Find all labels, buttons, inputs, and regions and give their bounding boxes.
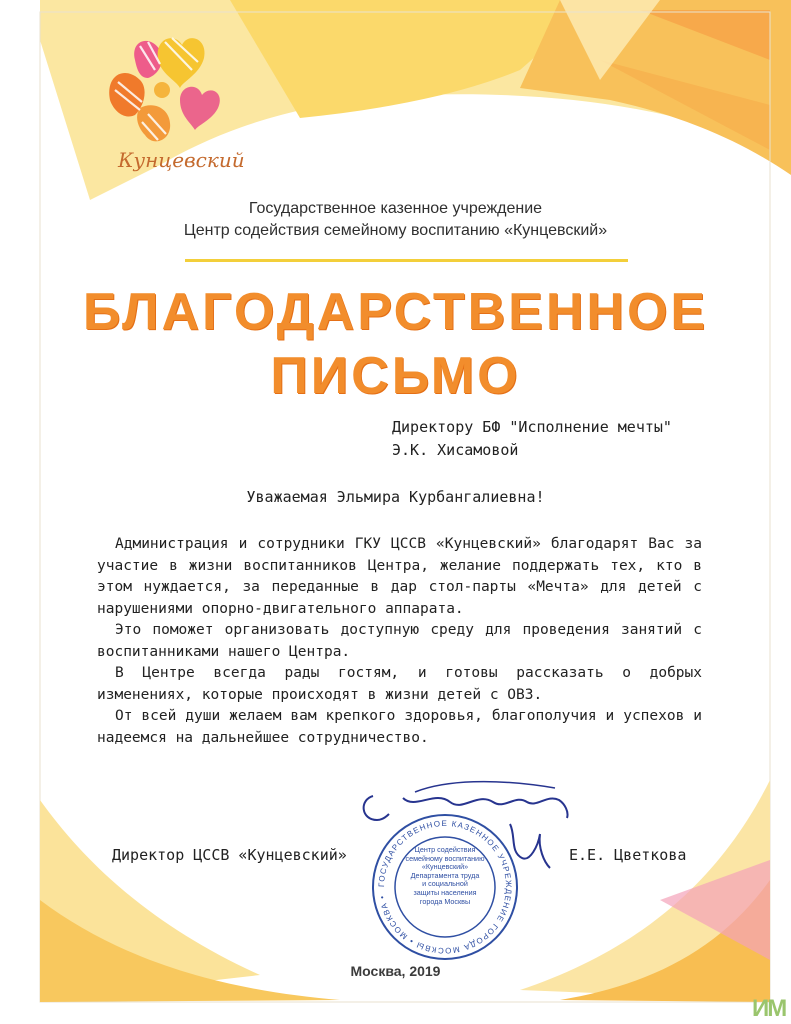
- letter-title-line2: ПИСЬМО: [270, 347, 521, 405]
- organization-type: Государственное казенное учреждение: [248, 200, 543, 217]
- seal-line: семейному воспитанию: [405, 853, 485, 863]
- seal-line: защиты населения: [413, 887, 477, 897]
- seal-ring-text: ГОСУДАРСТВЕННОЕ КАЗЕННОЕ УЧРЕЖДЕНИЕ ГОРОДА МОСКВЫ • МОСКВА •: [376, 818, 514, 956]
- official-seal: [370, 812, 520, 962]
- logo-wordmark: Кунцевский: [118, 148, 245, 172]
- body-paragraph-3: В Центре всегда рады гостям, и готовы рассказать о добрых изменениях, которые происходят в жизни детей с ОВЗ.: [97, 665, 702, 703]
- flower-logo-icon: [100, 30, 230, 150]
- body-paragraph-4: От всей души желаем вам крепкого здоровья, благополучия и успехов и надеемся на дальнейшее сотрудничество.: [97, 708, 702, 746]
- body-paragraph-2: Это поможет организовать доступную среду для проведения занятий с воспитанниками нашего Центра.: [97, 622, 702, 660]
- header-divider: [185, 259, 628, 262]
- seal-line: Департамента труда: [410, 870, 480, 880]
- seal-center-text: [400, 846, 490, 906]
- seal-line: города Москвы: [419, 896, 471, 906]
- organization-name: Центр содействия семейному воспитанию «Кунцевский»: [183, 222, 608, 239]
- recipient-name: Э.К. Хисамовой: [392, 441, 519, 459]
- signatory-position: Директор ЦССВ «Кунцевский»: [112, 846, 347, 864]
- letter-body: [97, 534, 702, 749]
- site-watermark: ИМ: [752, 995, 786, 1022]
- seal-line: «Кунцевский»: [421, 862, 469, 872]
- seal-line: и социальной: [422, 879, 468, 889]
- seal-line: Центр содействия: [414, 845, 476, 854]
- signatory-name: Е.Е. Цветкова: [569, 846, 687, 864]
- kuntsevsky-logo: [100, 30, 245, 190]
- letter-title-line1: БЛАГОДАРСТВЕННОЕ: [82, 283, 709, 341]
- director-signature: [500, 816, 560, 876]
- salutation: Уважаемая Эльмира Курбангалиевна!: [246, 488, 545, 506]
- city-and-year: Москва, 2019: [350, 963, 441, 979]
- recipient-position: Директору БФ "Исполнение мечты": [392, 418, 672, 436]
- body-paragraph-1: Администрация и сотрудники ГКУ ЦССВ «Кунцевский» благодарят Вас за участие в жизни воспитанников Центра, желание поддержать тех, кто в этом нуждается, за переданные в дар стол-парты «Мечта» для детей с нарушениями опорно-двигательного аппарата.: [97, 536, 702, 617]
